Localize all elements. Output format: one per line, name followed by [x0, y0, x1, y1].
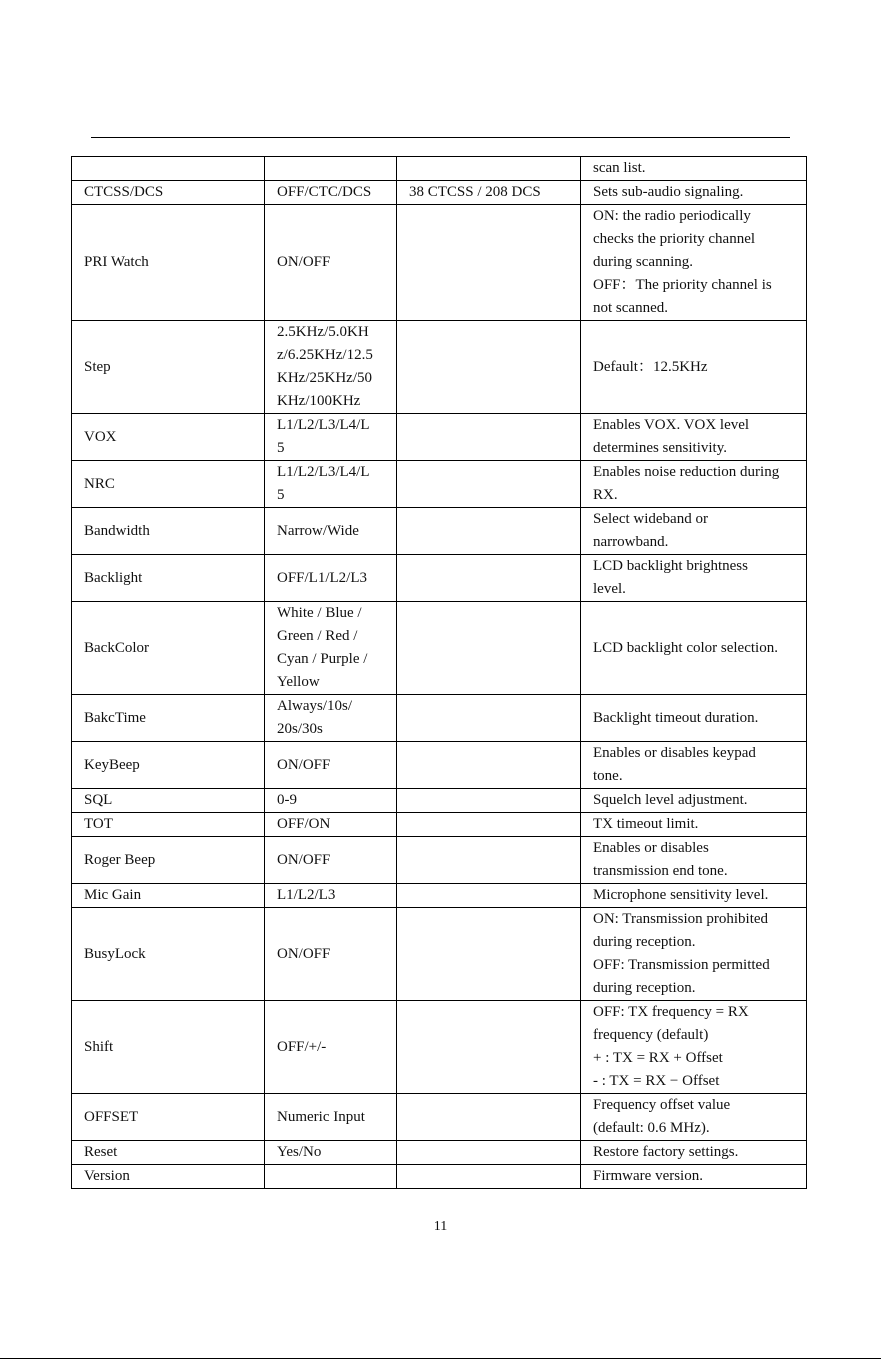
setting-name-cell	[72, 1141, 265, 1165]
setting-options-line: KHz/25KHz/50	[277, 370, 372, 386]
setting-range-cell	[397, 1094, 581, 1141]
setting-options-line: z/6.25KHz/12.5	[277, 347, 373, 363]
setting-name: Backlight	[84, 569, 143, 586]
setting-options-line: 5	[277, 440, 285, 456]
setting-description-line: Enables VOX. VOX level	[593, 417, 750, 433]
setting-name-cell	[72, 1165, 265, 1189]
setting-description-cell	[581, 602, 807, 695]
setting-description-line: during scanning.	[593, 254, 693, 270]
setting-options-cell	[265, 602, 397, 695]
setting-range-cell	[397, 181, 581, 205]
table-row	[72, 1094, 807, 1141]
setting-description-cell	[581, 1094, 807, 1141]
setting-name-cell	[72, 1094, 265, 1141]
settings-table-body	[72, 157, 807, 1189]
setting-options-cell	[265, 181, 397, 205]
setting-name: NRC	[84, 475, 115, 492]
setting-description-line: Sets sub-audio signaling.	[593, 184, 744, 200]
setting-range-cell	[397, 157, 581, 181]
setting-name-cell	[72, 884, 265, 908]
setting-options-line: ON/OFF	[277, 851, 331, 868]
setting-options-cell	[265, 157, 397, 181]
setting-options-cell	[265, 461, 397, 508]
setting-options-line: 20s/30s	[277, 721, 323, 737]
setting-description-line: + : TX = RX + Offset	[593, 1050, 723, 1066]
setting-description-line: Backlight timeout duration.	[593, 709, 759, 726]
setting-name: OFFSET	[84, 1108, 139, 1125]
setting-description-line: TX timeout limit.	[593, 816, 699, 832]
table-row	[72, 908, 807, 1001]
setting-description-line: scan list.	[593, 160, 646, 176]
setting-options-line: OFF/+/-	[277, 1038, 327, 1055]
page-number: 11	[433, 1219, 448, 1234]
setting-options-line: Cyan / Purple /	[277, 651, 368, 667]
table-row	[72, 1165, 807, 1189]
setting-name: VOX	[84, 428, 117, 445]
setting-range-cell	[397, 1165, 581, 1189]
setting-description-line: Enables or disables	[593, 840, 709, 856]
setting-description-cell	[581, 884, 807, 908]
setting-name-cell	[72, 321, 265, 414]
setting-description-line: LCD backlight brightness	[593, 558, 748, 574]
setting-description-line: Enables or disables keypad	[593, 745, 756, 761]
setting-name-cell	[72, 414, 265, 461]
setting-name: BusyLock	[84, 945, 146, 962]
setting-name: Step	[84, 358, 111, 375]
settings-table	[71, 156, 807, 1189]
setting-description-line: Squelch level adjustment.	[593, 792, 748, 808]
setting-options-line: ON/OFF	[277, 756, 331, 773]
setting-name: TOT	[84, 816, 113, 832]
setting-options-line: OFF/L1/L2/L3	[277, 569, 368, 586]
setting-description-line: OFF: Transmission permitted	[593, 957, 770, 973]
setting-description-cell	[581, 181, 807, 205]
setting-name-cell	[72, 813, 265, 837]
setting-options-cell	[265, 813, 397, 837]
table-row	[72, 742, 807, 789]
setting-description-cell	[581, 837, 807, 884]
setting-description-line: - : TX = RX − Offset	[593, 1073, 720, 1089]
setting-description-line: Frequency offset value	[593, 1097, 731, 1113]
setting-description-line: Microphone sensitivity level.	[593, 887, 769, 903]
setting-name: Version	[84, 1168, 130, 1184]
setting-description-line: level.	[593, 581, 626, 597]
setting-description-line: Restore factory settings.	[593, 1144, 739, 1160]
setting-options-cell	[265, 414, 397, 461]
setting-description-line: checks the priority channel	[593, 231, 756, 247]
setting-range-cell	[397, 1001, 581, 1094]
setting-name-cell	[72, 789, 265, 813]
setting-options-cell	[265, 205, 397, 321]
setting-description-cell	[581, 742, 807, 789]
setting-options-cell	[265, 1141, 397, 1165]
setting-description-line: Enables noise reduction during	[593, 464, 780, 480]
setting-options-cell	[265, 742, 397, 789]
setting-options-line: Always/10s/	[277, 698, 352, 714]
setting-range-cell	[397, 414, 581, 461]
setting-description-line: determines sensitivity.	[593, 440, 728, 456]
setting-range-cell	[397, 1141, 581, 1165]
setting-range-cell	[397, 695, 581, 742]
setting-options-cell	[265, 508, 397, 555]
table-row	[72, 602, 807, 695]
setting-description-line: frequency (default)	[593, 1027, 709, 1043]
setting-description-line: ON: the radio periodically	[593, 208, 751, 224]
setting-range: 38 CTCSS / 208 DCS	[409, 184, 541, 200]
setting-description-cell	[581, 1001, 807, 1094]
setting-description-line: Default：12.5KHz	[593, 358, 708, 375]
setting-description-cell	[581, 908, 807, 1001]
table-row	[72, 555, 807, 602]
setting-name-cell	[72, 742, 265, 789]
setting-name: BackColor	[84, 639, 149, 656]
setting-description-cell	[581, 1165, 807, 1189]
setting-name: Roger Beep	[84, 851, 156, 868]
setting-range-cell	[397, 461, 581, 508]
setting-range-cell	[397, 205, 581, 321]
setting-options-cell	[265, 789, 397, 813]
table-row	[72, 884, 807, 908]
setting-name-cell	[72, 181, 265, 205]
setting-range-cell	[397, 602, 581, 695]
table-row	[72, 414, 807, 461]
setting-options-line: Green / Red /	[277, 628, 358, 644]
setting-description-cell	[581, 461, 807, 508]
setting-range-cell	[397, 508, 581, 555]
setting-description-line: RX.	[593, 487, 618, 503]
setting-options-line: White / Blue /	[277, 605, 362, 621]
setting-options-line: ON/OFF	[277, 945, 331, 962]
setting-options-line: OFF/ON	[277, 816, 331, 832]
setting-description-line: ON: Transmission prohibited	[593, 911, 769, 927]
setting-options-cell	[265, 884, 397, 908]
setting-options-line: L1/L2/L3	[277, 887, 336, 903]
setting-description-cell	[581, 555, 807, 602]
setting-name: PRI Watch	[84, 254, 149, 270]
setting-name: Reset	[84, 1144, 118, 1160]
setting-options-cell	[265, 695, 397, 742]
setting-description-line: narrowband.	[593, 534, 669, 550]
table-row	[72, 837, 807, 884]
table-row	[72, 321, 807, 414]
setting-description-line: during reception.	[593, 980, 696, 996]
setting-description-line: OFF: TX frequency = RX	[593, 1004, 749, 1020]
setting-name-cell	[72, 837, 265, 884]
setting-options-line: OFF/CTC/DCS	[277, 184, 372, 200]
table-row	[72, 1001, 807, 1094]
setting-options-cell	[265, 555, 397, 602]
setting-description-line: during reception.	[593, 934, 696, 950]
table-row	[72, 181, 807, 205]
setting-description-line: Select wideband or	[593, 511, 708, 527]
setting-options-line: 0-9	[277, 792, 297, 808]
setting-name-cell	[72, 1001, 265, 1094]
setting-description-line: Firmware version.	[593, 1168, 703, 1184]
setting-range-cell	[397, 908, 581, 1001]
bottom-edge-rule	[0, 1358, 881, 1359]
setting-name: KeyBeep	[84, 756, 140, 773]
setting-options-cell	[265, 908, 397, 1001]
setting-description-cell	[581, 695, 807, 742]
setting-name: BakcTime	[84, 709, 146, 726]
setting-name: Bandwidth	[84, 522, 150, 539]
setting-description-cell	[581, 508, 807, 555]
setting-options-cell	[265, 321, 397, 414]
setting-name-cell	[72, 695, 265, 742]
setting-options-line: 5	[277, 487, 285, 503]
setting-description-cell	[581, 414, 807, 461]
setting-description-cell	[581, 789, 807, 813]
setting-name-cell	[72, 908, 265, 1001]
setting-description-line: tone.	[593, 768, 623, 784]
setting-range-cell	[397, 789, 581, 813]
setting-description-cell	[581, 205, 807, 321]
setting-options-cell	[265, 837, 397, 884]
setting-options-line: ON/OFF	[277, 254, 331, 270]
setting-options-line: Yes/No	[277, 1144, 322, 1160]
setting-range-cell	[397, 555, 581, 602]
table-row	[72, 813, 807, 837]
setting-description-line: (default: 0.6 MHz).	[593, 1120, 710, 1136]
setting-options-line: Narrow/Wide	[277, 522, 359, 539]
setting-options-line: KHz/100KHz	[277, 393, 361, 409]
setting-description-line: OFF：The priority channel is	[593, 277, 772, 293]
setting-name-cell	[72, 205, 265, 321]
table-row	[72, 1141, 807, 1165]
setting-name-cell	[72, 508, 265, 555]
setting-options-line: Yellow	[277, 674, 320, 690]
setting-range-cell	[397, 813, 581, 837]
setting-options-line: L1/L2/L3/L4/L	[277, 464, 370, 480]
header-rule	[91, 137, 790, 138]
setting-description-cell	[581, 1141, 807, 1165]
table-row	[72, 205, 807, 321]
setting-range-cell	[397, 884, 581, 908]
table-row	[72, 789, 807, 813]
setting-name: SQL	[84, 792, 113, 808]
table-row	[72, 461, 807, 508]
setting-name: Shift	[84, 1038, 114, 1055]
setting-options-cell	[265, 1165, 397, 1189]
table-row	[72, 508, 807, 555]
setting-description-cell	[581, 321, 807, 414]
setting-name: CTCSS/DCS	[84, 184, 164, 200]
setting-range-cell	[397, 837, 581, 884]
table-row	[72, 695, 807, 742]
setting-options-line: 2.5KHz/5.0KH	[277, 324, 369, 340]
setting-description-cell	[581, 813, 807, 837]
setting-range-cell	[397, 321, 581, 414]
setting-options-cell	[265, 1094, 397, 1141]
setting-description-line: transmission end tone.	[593, 863, 728, 879]
setting-name-cell	[72, 157, 265, 181]
setting-description-line: LCD backlight color selection.	[593, 639, 778, 656]
setting-options-cell	[265, 1001, 397, 1094]
setting-name-cell	[72, 602, 265, 695]
table-row	[72, 157, 807, 181]
setting-options-line: Numeric Input	[277, 1108, 365, 1125]
setting-name-cell	[72, 555, 265, 602]
setting-range-cell	[397, 742, 581, 789]
setting-options-line: L1/L2/L3/L4/L	[277, 417, 370, 433]
setting-name: Mic Gain	[84, 887, 142, 903]
setting-description-line: not scanned.	[593, 300, 668, 316]
setting-description-cell	[581, 157, 807, 181]
setting-name-cell	[72, 461, 265, 508]
